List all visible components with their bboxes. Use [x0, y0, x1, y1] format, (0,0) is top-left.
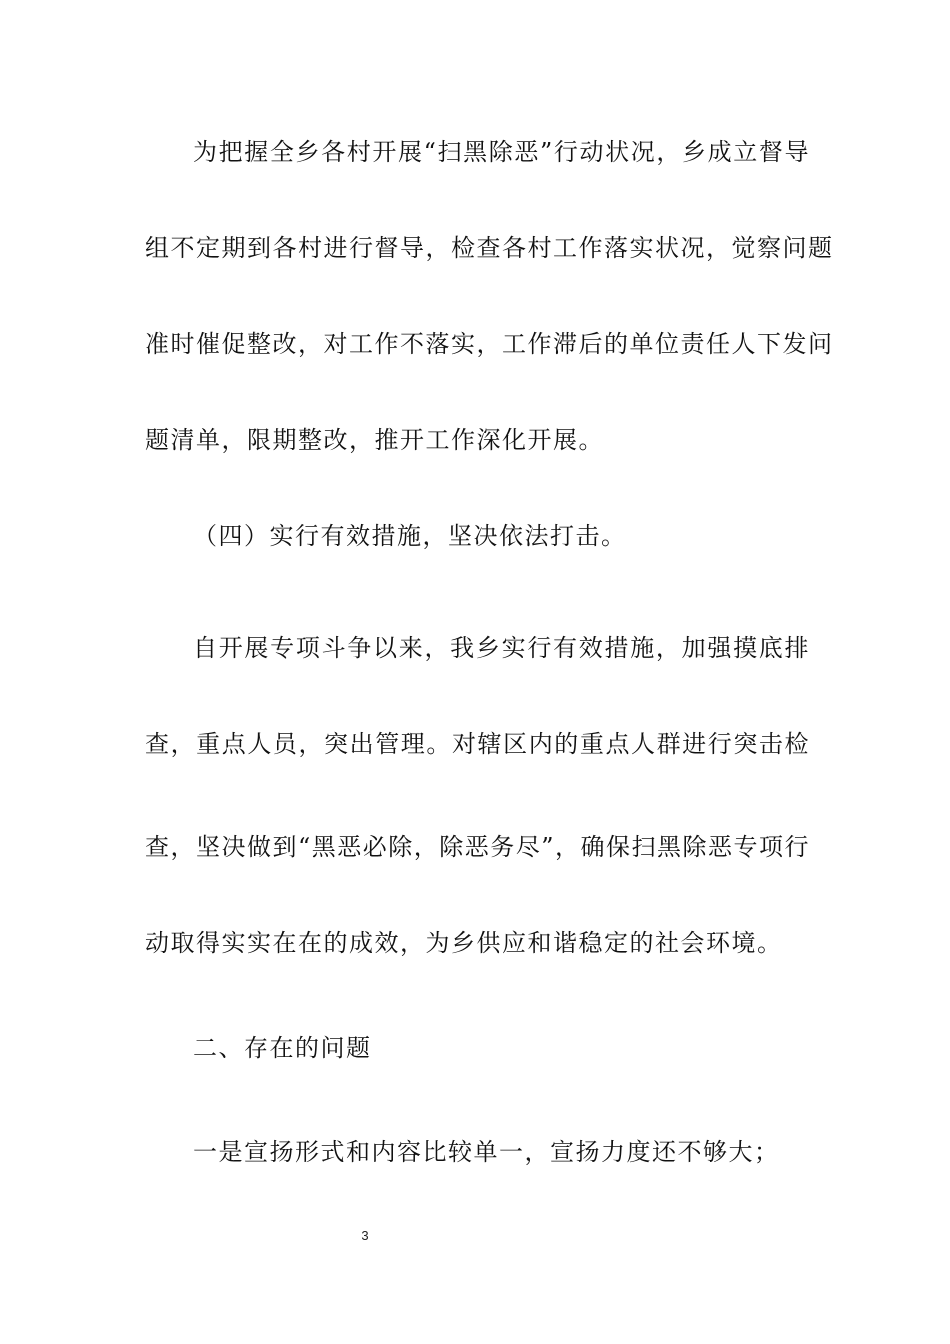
- paragraph-3-line-3: 查，坚决做到“黑恶必除，除恶务尽”，确保扫黑除恶专项行: [145, 833, 811, 861]
- section-heading-4: （四）实行有效措施，坚决依法打击。: [193, 522, 627, 550]
- paragraph-3-line-2: 查，重点人员，突出管理。对辖区内的重点人群进行突击检: [145, 730, 810, 758]
- paragraph-1-line-3: 准时催促整改，对工作不落实，工作滞后的单位责任人下发问: [145, 330, 834, 358]
- paragraph-3-line-1: 自开展专项斗争以来，我乡实行有效措施，加强摸底排: [193, 634, 810, 662]
- paragraph-1-line-1: 为把握全乡各村开展“扫黑除恶”行动状况，乡成立督导: [193, 138, 810, 166]
- paragraph-5-line-1: 一是宣扬形式和内容比较单一，宣扬力度还不够大；: [193, 1138, 780, 1166]
- page-number: 3: [361, 1228, 369, 1243]
- paragraph-3-line-4: 动取得实实在在的成效，为乡供应和谐稳定的社会环境。: [145, 929, 783, 957]
- paragraph-1-line-2: 组不定期到各村进行督导，检查各村工作落实状况，觉察问题: [145, 234, 834, 262]
- paragraph-1-line-4: 题清单，限期整改，推开工作深化开展。: [145, 426, 604, 454]
- section-heading-2: 二、存在的问题: [193, 1034, 372, 1062]
